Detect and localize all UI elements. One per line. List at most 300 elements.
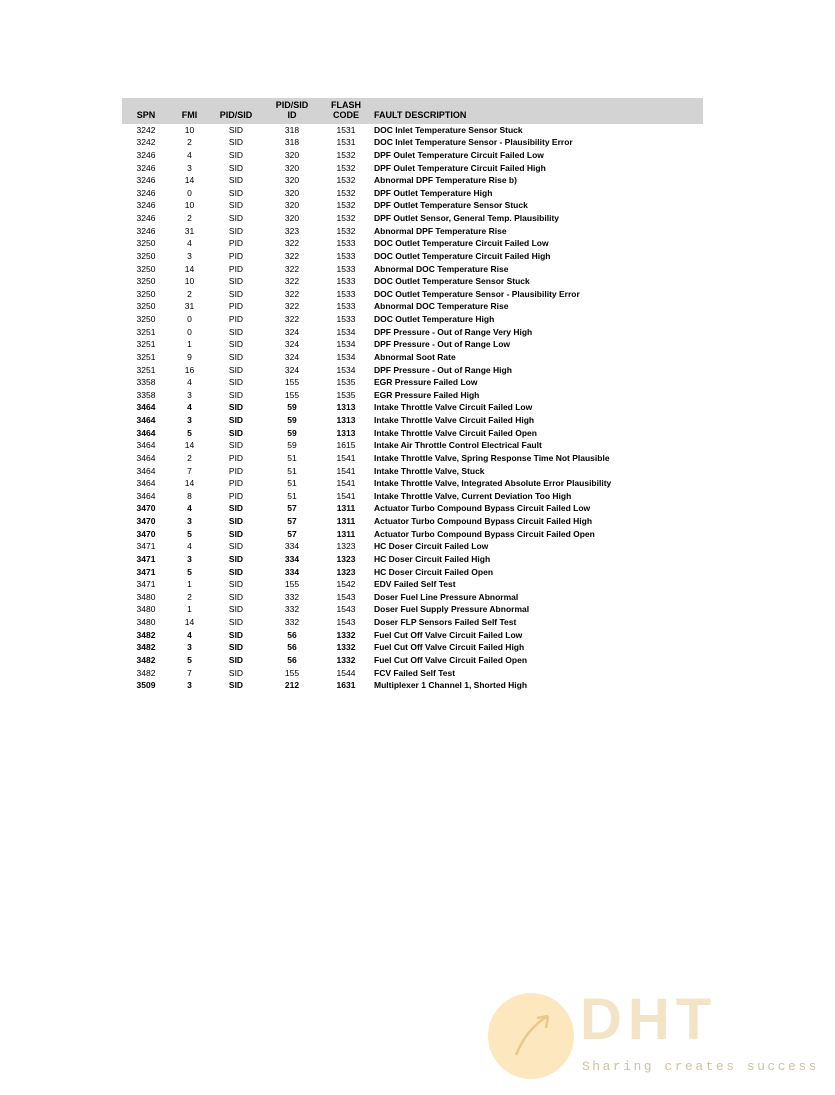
cell-fmi: 7: [187, 667, 192, 678]
cell-fault-description: EGR Pressure Failed Low: [374, 377, 478, 388]
cell-pid-sid: SID: [228, 225, 244, 236]
cell-pid-sid-id: 324: [284, 326, 300, 337]
cell-spn: 3246: [136, 149, 156, 160]
column-header-pid-sid-id-line2: ID: [287, 110, 297, 121]
cell-fmi: 2: [187, 288, 192, 299]
cell-flash-code: 1332: [336, 629, 356, 640]
cell-pid-sid-id: 155: [284, 667, 300, 678]
cell-spn: 3242: [136, 124, 156, 135]
cell-flash-code: 1541: [336, 452, 356, 463]
cell-fault-description: Doser FLP Sensors Failed Self Test: [374, 617, 517, 628]
cell-flash-code: 1532: [336, 175, 356, 186]
cell-flash-code: 1631: [336, 680, 356, 691]
cell-fault-description: Fuel Cut Off Valve Circuit Failed High: [374, 642, 525, 653]
cell-pid-sid-id: 322: [284, 301, 300, 312]
cell-flash-code: 1533: [336, 288, 356, 299]
cell-spn: 3464: [136, 452, 156, 463]
fault-code-table-container: [122, 98, 667, 692]
table-row: [122, 452, 703, 465]
cell-pid-sid: SID: [228, 389, 244, 400]
cell-pid-sid: SID: [228, 516, 244, 527]
cell-flash-code: 1531: [336, 137, 356, 148]
cell-fault-description: Intake Throttle Valve Circuit Failed Open: [374, 427, 537, 438]
table-row: [122, 528, 703, 541]
table-row: [122, 465, 703, 478]
table-row: [122, 667, 703, 680]
table-row: [122, 439, 703, 452]
cell-flash-code: 1533: [336, 250, 356, 261]
table-row: [122, 351, 703, 364]
cell-fmi: 4: [187, 629, 192, 640]
column-header-fault-description: FAULT DESCRIPTION: [371, 98, 703, 124]
cell-flash-code: 1543: [336, 617, 356, 628]
cell-pid-sid-id: 322: [284, 288, 300, 299]
cell-pid-sid: SID: [228, 200, 244, 211]
cell-pid-sid-id: 320: [284, 187, 300, 198]
cell-flash-code: 1541: [336, 465, 356, 476]
cell-fmi: 0: [187, 326, 192, 337]
cell-flash-code: 1323: [336, 541, 356, 552]
column-header-flash-line1: FLASH: [331, 100, 361, 110]
cell-pid-sid-id: 155: [284, 389, 300, 400]
cell-flash-code: 1313: [336, 427, 356, 438]
cell-pid-sid-id: 320: [284, 213, 300, 224]
cell-fmi: 14: [184, 478, 195, 489]
cell-fmi: 4: [187, 149, 192, 160]
cell-fmi: 14: [184, 440, 195, 451]
cell-spn: 3464: [136, 427, 156, 438]
cell-spn: 3482: [136, 654, 156, 665]
cell-pid-sid-id: 59: [287, 440, 297, 451]
cell-spn: 3250: [136, 314, 156, 325]
cell-spn: 3482: [136, 629, 156, 640]
cell-fmi: 8: [187, 490, 192, 501]
cell-pid-sid: SID: [228, 213, 244, 224]
cell-fmi: 1: [187, 579, 192, 590]
cell-pid-sid-id: 51: [287, 478, 297, 489]
cell-fault-description: DOC Inlet Temperature Sensor Stuck: [374, 124, 523, 135]
cell-pid-sid-id: 320: [284, 200, 300, 211]
table-row: [122, 477, 703, 490]
cell-pid-sid-id: 322: [284, 250, 300, 261]
cell-fmi: 5: [187, 528, 192, 539]
cell-pid-sid: SID: [228, 528, 244, 539]
table-row: [122, 389, 703, 402]
cell-fmi: 16: [184, 364, 195, 375]
cell-spn: 3470: [136, 528, 156, 539]
table-row: [122, 490, 703, 503]
table-row: [122, 275, 703, 288]
cell-flash-code: 1533: [336, 238, 356, 249]
table-row: [122, 553, 703, 566]
cell-fmi: 3: [187, 415, 192, 426]
cell-spn: 3251: [136, 326, 156, 337]
cell-pid-sid-id: 51: [287, 465, 297, 476]
cell-pid-sid: SID: [228, 440, 244, 451]
column-header-pid-sid: PID/SID: [209, 98, 263, 124]
cell-flash-code: 1534: [336, 339, 356, 350]
cell-fmi: 3: [187, 553, 192, 564]
cell-spn: 3471: [136, 579, 156, 590]
cell-fmi: 2: [187, 591, 192, 602]
cell-pid-sid: SID: [228, 667, 244, 678]
cell-fault-description: DOC Outlet Temperature Circuit Failed Low: [374, 238, 549, 249]
cell-fault-description: Doser Fuel Line Pressure Abnormal: [374, 591, 519, 602]
cell-flash-code: 1535: [336, 377, 356, 388]
table-row: [122, 591, 703, 604]
cell-pid-sid: SID: [228, 617, 244, 628]
cell-pid-sid: SID: [228, 604, 244, 615]
cell-flash-code: 1544: [336, 667, 356, 678]
cell-pid-sid: SID: [228, 326, 244, 337]
cell-fmi: 14: [184, 617, 195, 628]
cell-fault-description: HC Doser Circuit Failed Low: [374, 541, 489, 552]
cell-pid-sid-id: 324: [284, 364, 300, 375]
cell-fault-description: FCV Failed Self Test: [374, 667, 456, 678]
cell-spn: 3470: [136, 503, 156, 514]
cell-flash-code: 1313: [336, 415, 356, 426]
fault-code-table: [122, 98, 703, 692]
cell-flash-code: 1323: [336, 566, 356, 577]
cell-fault-description: EGR Pressure Failed High: [374, 389, 480, 400]
cell-pid-sid-id: 332: [284, 604, 300, 615]
cell-fault-description: DPF Oulet Temperature Circuit Failed High: [374, 162, 546, 173]
cell-fault-description: Abnormal DPF Temperature Rise b): [374, 175, 517, 186]
cell-spn: 3471: [136, 541, 156, 552]
cell-pid-sid-id: 332: [284, 591, 300, 602]
cell-pid-sid: SID: [228, 541, 244, 552]
cell-pid-sid: SID: [228, 415, 244, 426]
cell-fault-description: DPF Outlet Temperature High: [374, 187, 493, 198]
cell-pid-sid-id: 51: [287, 490, 297, 501]
arrow-icon: [510, 1011, 554, 1059]
cell-pid-sid: SID: [228, 175, 244, 186]
cell-fault-description: DOC Inlet Temperature Sensor - Plausibility Error: [374, 137, 573, 148]
table-row: [122, 515, 703, 528]
cell-spn: 3482: [136, 642, 156, 653]
cell-spn: 3251: [136, 339, 156, 350]
table-row: [122, 654, 703, 667]
cell-flash-code: 1533: [336, 276, 356, 287]
cell-pid-sid-id: 322: [284, 238, 300, 249]
table-row: [122, 540, 703, 553]
table-row: [122, 641, 703, 654]
cell-pid-sid: SID: [228, 579, 244, 590]
cell-fmi: 10: [184, 124, 195, 135]
table-row: [122, 376, 703, 389]
cell-pid-sid: SID: [228, 377, 244, 388]
cell-fault-description: HC Doser Circuit Failed Open: [374, 566, 494, 577]
cell-fmi: 5: [187, 427, 192, 438]
cell-fmi: 14: [184, 263, 195, 274]
table-header: [122, 98, 703, 124]
cell-fault-description: DOC Outlet Temperature Circuit Failed High: [374, 250, 551, 261]
cell-fault-description: Intake Throttle Valve Circuit Failed Low: [374, 402, 533, 413]
table-row: [122, 174, 703, 187]
cell-spn: 3480: [136, 604, 156, 615]
cell-pid-sid: SID: [228, 124, 244, 135]
cell-fault-description: Fuel Cut Off Valve Circuit Failed Low: [374, 629, 523, 640]
cell-fmi: 4: [187, 238, 192, 249]
cell-pid-sid: SID: [228, 654, 244, 665]
cell-pid-sid: SID: [228, 553, 244, 564]
cell-fault-description: HC Doser Circuit Failed High: [374, 553, 491, 564]
cell-spn: 3358: [136, 389, 156, 400]
cell-fmi: 10: [184, 276, 195, 287]
cell-fmi: 4: [187, 402, 192, 413]
cell-fmi: 5: [187, 566, 192, 577]
cell-fmi: 5: [187, 654, 192, 665]
watermark-brand: DHT: [580, 987, 718, 1052]
cell-spn: 3246: [136, 175, 156, 186]
cell-fault-description: EDV Failed Self Test: [374, 579, 456, 590]
cell-fault-description: Intake Throttle Valve Circuit Failed High: [374, 415, 535, 426]
cell-pid-sid: SID: [228, 351, 244, 362]
cell-fmi: 1: [187, 339, 192, 350]
cell-fault-description: Intake Throttle Valve, Spring Response Time Not Plausible: [374, 452, 610, 463]
cell-flash-code: 1535: [336, 389, 356, 400]
table-row: [122, 629, 703, 642]
table-row: [122, 364, 703, 377]
cell-spn: 3250: [136, 276, 156, 287]
cell-fault-description: DOC Outlet Temperature High: [374, 314, 495, 325]
cell-spn: 3464: [136, 478, 156, 489]
cell-spn: 3246: [136, 162, 156, 173]
cell-pid-sid: PID: [228, 452, 244, 463]
cell-pid-sid-id: 332: [284, 617, 300, 628]
cell-fmi: 7: [187, 465, 192, 476]
cell-fmi: 9: [187, 351, 192, 362]
cell-pid-sid-id: 322: [284, 276, 300, 287]
cell-pid-sid: SID: [228, 566, 244, 577]
cell-fmi: 31: [184, 225, 195, 236]
cell-pid-sid-id: 57: [287, 516, 297, 527]
cell-fmi: 31: [184, 301, 195, 312]
cell-flash-code: 1313: [336, 402, 356, 413]
cell-flash-code: 1615: [336, 440, 356, 451]
cell-pid-sid: PID: [228, 263, 244, 274]
cell-spn: 3470: [136, 516, 156, 527]
cell-spn: 3480: [136, 591, 156, 602]
table-row: [122, 679, 703, 692]
cell-fmi: 2: [187, 452, 192, 463]
cell-flash-code: 1533: [336, 301, 356, 312]
cell-pid-sid: SID: [228, 680, 244, 691]
table-header-row: [122, 98, 703, 124]
cell-fmi: 4: [187, 541, 192, 552]
cell-pid-sid-id: 322: [284, 314, 300, 325]
cell-fmi: 3: [187, 250, 192, 261]
cell-flash-code: 1534: [336, 326, 356, 337]
cell-fmi: 0: [187, 187, 192, 198]
cell-spn: 3464: [136, 415, 156, 426]
cell-pid-sid-id: 57: [287, 503, 297, 514]
table-row: [122, 616, 703, 629]
cell-fault-description: Abnormal DOC Temperature Rise: [374, 263, 509, 274]
cell-spn: 3482: [136, 667, 156, 678]
cell-pid-sid-id: 56: [287, 654, 297, 665]
column-header-flash-code: [321, 98, 371, 124]
cell-fault-description: Doser Fuel Supply Pressure Abnormal: [374, 604, 530, 615]
cell-spn: 3242: [136, 137, 156, 148]
cell-pid-sid: PID: [228, 301, 244, 312]
cell-pid-sid-id: 51: [287, 452, 297, 463]
cell-spn: 3246: [136, 225, 156, 236]
cell-flash-code: 1532: [336, 213, 356, 224]
table-row: [122, 149, 703, 162]
watermark: [470, 985, 830, 1095]
cell-spn: 3250: [136, 250, 156, 261]
cell-pid-sid-id: 334: [284, 553, 300, 564]
cell-pid-sid-id: 320: [284, 162, 300, 173]
table-row: [122, 300, 703, 313]
cell-flash-code: 1543: [336, 604, 356, 615]
cell-fmi: 4: [187, 377, 192, 388]
cell-flash-code: 1532: [336, 200, 356, 211]
cell-spn: 3250: [136, 263, 156, 274]
cell-fmi: 3: [187, 642, 192, 653]
cell-pid-sid-id: 56: [287, 642, 297, 653]
cell-fault-description: DOC Outlet Temperature Sensor - Plausibility Error: [374, 288, 580, 299]
cell-pid-sid: PID: [228, 250, 244, 261]
table-row: [122, 212, 703, 225]
cell-pid-sid-id: 59: [287, 415, 297, 426]
cell-pid-sid-id: 212: [284, 680, 300, 691]
cell-spn: 3464: [136, 402, 156, 413]
table-row: [122, 237, 703, 250]
cell-pid-sid-id: 155: [284, 579, 300, 590]
cell-flash-code: 1534: [336, 364, 356, 375]
cell-flash-code: 1311: [336, 516, 356, 527]
cell-pid-sid-id: 155: [284, 377, 300, 388]
cell-flash-code: 1311: [336, 528, 356, 539]
cell-spn: 3464: [136, 440, 156, 451]
cell-pid-sid: SID: [228, 162, 244, 173]
cell-fmi: 3: [187, 389, 192, 400]
cell-fault-description: Intake Throttle Valve, Integrated Absolute Error Plausibility: [374, 478, 612, 489]
table-row: [122, 263, 703, 276]
cell-pid-sid-id: 59: [287, 427, 297, 438]
cell-fault-description: Abnormal Soot Rate: [374, 351, 456, 362]
cell-fmi: 3: [187, 162, 192, 173]
cell-flash-code: 1323: [336, 553, 356, 564]
table-row: [122, 414, 703, 427]
table-row: [122, 199, 703, 212]
cell-fault-description: DPF Oulet Temperature Circuit Failed Low: [374, 149, 544, 160]
cell-flash-code: 1532: [336, 187, 356, 198]
cell-spn: 3464: [136, 465, 156, 476]
cell-fault-description: Actuator Turbo Compound Bypass Circuit Failed High: [374, 516, 593, 527]
table-row: [122, 136, 703, 149]
cell-spn: 3246: [136, 187, 156, 198]
cell-fault-description: Intake Air Throttle Control Electrical Fault: [374, 440, 542, 451]
cell-pid-sid-id: 322: [284, 263, 300, 274]
cell-fault-description: Fuel Cut Off Valve Circuit Failed Open: [374, 654, 528, 665]
cell-pid-sid: PID: [228, 238, 244, 249]
cell-spn: 3250: [136, 301, 156, 312]
cell-spn: 3251: [136, 351, 156, 362]
cell-pid-sid: SID: [228, 149, 244, 160]
cell-pid-sid: PID: [228, 490, 244, 501]
cell-pid-sid: SID: [228, 503, 244, 514]
cell-spn: 3464: [136, 490, 156, 501]
cell-fault-description: DOC Outlet Temperature Sensor Stuck: [374, 276, 530, 287]
column-header-pid-sid-id-line1: PID/SID: [275, 100, 309, 110]
cell-flash-code: 1531: [336, 124, 356, 135]
cell-spn: 3246: [136, 200, 156, 211]
cell-fmi: 2: [187, 137, 192, 148]
cell-spn: 3509: [136, 680, 156, 691]
cell-flash-code: 1534: [336, 351, 356, 362]
cell-fault-description: Abnormal DOC Temperature Rise: [374, 301, 509, 312]
column-header-spn: SPN: [122, 98, 170, 124]
table-row: [122, 288, 703, 301]
table-row: [122, 250, 703, 263]
cell-pid-sid: PID: [228, 465, 244, 476]
cell-pid-sid: PID: [228, 314, 244, 325]
cell-flash-code: 1532: [336, 225, 356, 236]
cell-fault-description: Multiplexer 1 Channel 1, Shorted High: [374, 680, 528, 691]
table-row: [122, 401, 703, 414]
table-body: [122, 124, 703, 692]
cell-pid-sid: SID: [228, 276, 244, 287]
cell-fmi: 1: [187, 604, 192, 615]
cell-pid-sid: SID: [228, 364, 244, 375]
watermark-tagline: Sharing creates success: [582, 1059, 819, 1074]
cell-pid-sid-id: 320: [284, 149, 300, 160]
cell-pid-sid-id: 318: [284, 124, 300, 135]
cell-pid-sid-id: 57: [287, 528, 297, 539]
cell-pid-sid-id: 324: [284, 339, 300, 350]
cell-pid-sid-id: 320: [284, 175, 300, 186]
table-row: [122, 313, 703, 326]
column-header-flash-line2: CODE: [332, 110, 359, 121]
cell-flash-code: 1533: [336, 263, 356, 274]
cell-fmi: 14: [184, 175, 195, 186]
cell-pid-sid: SID: [228, 629, 244, 640]
cell-flash-code: 1543: [336, 591, 356, 602]
cell-spn: 3250: [136, 288, 156, 299]
cell-pid-sid: PID: [228, 478, 244, 489]
cell-fault-description: DPF Pressure - Out of Range Very High: [374, 326, 533, 337]
cell-fault-description: DPF Outlet Temperature Sensor Stuck: [374, 200, 528, 211]
table-row: [122, 566, 703, 579]
cell-pid-sid: SID: [228, 591, 244, 602]
cell-flash-code: 1533: [336, 314, 356, 325]
cell-fault-description: DPF Outlet Sensor, General Temp. Plausibility: [374, 213, 559, 224]
cell-pid-sid: SID: [228, 642, 244, 653]
cell-pid-sid-id: 334: [284, 541, 300, 552]
cell-flash-code: 1541: [336, 478, 356, 489]
column-header-pid-sid-id: [263, 98, 321, 124]
cell-fault-description: Actuator Turbo Compound Bypass Circuit Failed Low: [374, 503, 591, 514]
cell-spn: 3471: [136, 566, 156, 577]
table-row: [122, 338, 703, 351]
column-header-fmi: FMI: [170, 98, 209, 124]
cell-flash-code: 1541: [336, 490, 356, 501]
table-row: [122, 162, 703, 175]
cell-fmi: 10: [184, 200, 195, 211]
cell-fault-description: Abnormal DPF Temperature Rise: [374, 225, 507, 236]
cell-pid-sid-id: 318: [284, 137, 300, 148]
cell-fault-description: DPF Pressure - Out of Range Low: [374, 339, 511, 350]
cell-fault-description: DPF Pressure - Out of Range High: [374, 364, 512, 375]
cell-fmi: 2: [187, 213, 192, 224]
watermark-circle: [488, 993, 574, 1079]
cell-flash-code: 1332: [336, 642, 356, 653]
cell-fmi: 3: [187, 680, 192, 691]
cell-pid-sid: SID: [228, 427, 244, 438]
